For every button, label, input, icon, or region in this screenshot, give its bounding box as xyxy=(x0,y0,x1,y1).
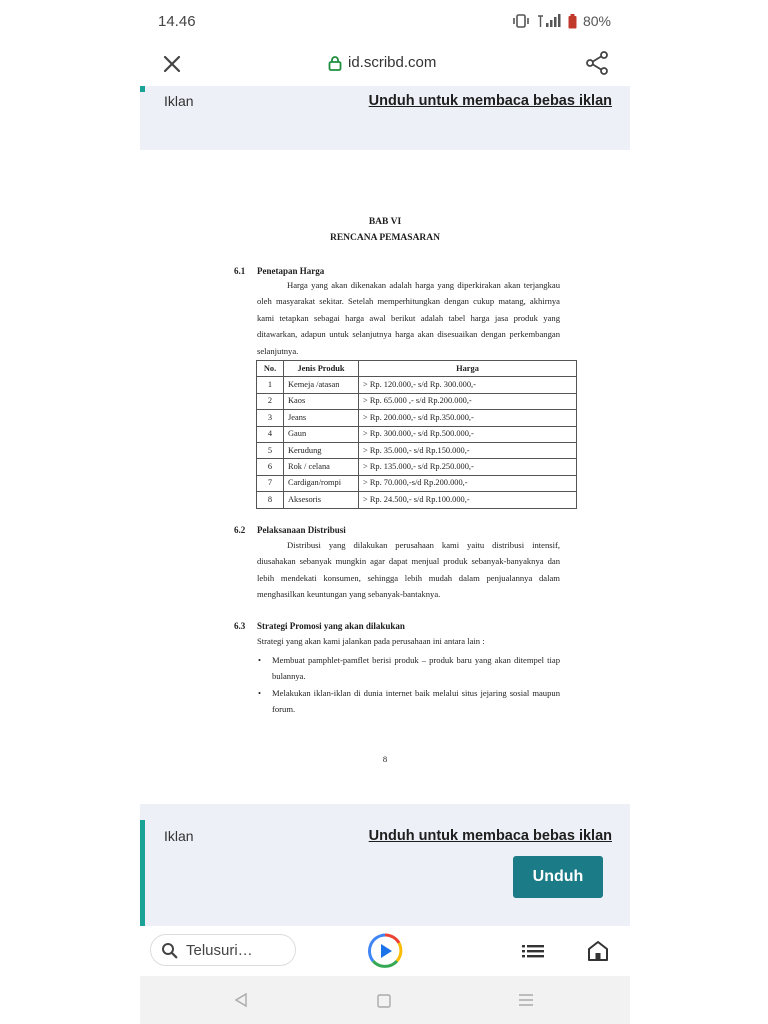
vibrate-icon xyxy=(512,14,530,28)
share-button[interactable] xyxy=(584,50,610,76)
bullet-list xyxy=(257,652,560,718)
table-cell: > Rp. 200.000,- s/d Rp.350.000,- xyxy=(359,410,577,426)
section-paragraph: Harga yang akan dikenakan adalah harga yang diperkirakan akan terjangkau oleh masyarakat sekitar. Setelah memperhitungkan dengan cukup matang, akhirnya kami tetapkan sebagai harga awal berikut adalah tabel harga jasa produk yang ditawarkan, adapun untuk selanjutnya harga akan disesuaikan dengan perkembangan selanjutnya. xyxy=(257,280,560,356)
table-cell: Cardigan/rompi xyxy=(284,475,359,491)
section-number: 6.2 xyxy=(234,525,246,535)
section-number: 6.1 xyxy=(234,266,246,276)
table-cell: > Rp. 24.500,- s/d Rp.100.000,- xyxy=(359,492,577,508)
table-cell: Gaun xyxy=(284,426,359,442)
signal-icon xyxy=(536,14,562,28)
download-button[interactable]: Unduh xyxy=(513,856,603,898)
search-input[interactable] xyxy=(150,934,296,966)
system-nav-bar xyxy=(140,976,630,1024)
table-row xyxy=(257,377,577,393)
status-icons xyxy=(512,13,611,29)
chapter-heading: BAB VI xyxy=(368,217,402,227)
table-cell: Aksesoris xyxy=(284,492,359,508)
recents-icon xyxy=(518,993,534,1007)
status-time: 14.46 xyxy=(158,13,196,30)
section-title: Penetapan Harga xyxy=(257,266,325,276)
ad-free-link[interactable]: Unduh untuk membaca bebas iklan xyxy=(368,828,612,844)
page-number: 8 xyxy=(382,754,388,764)
lock-icon xyxy=(328,55,342,71)
table-cell: 2 xyxy=(257,393,284,409)
section-title: Strategi Promosi yang akan dilakukan xyxy=(257,621,405,631)
ad-banner-bottom xyxy=(140,804,630,926)
search-placeholder: Telusuri… xyxy=(186,941,253,959)
column-header: Harga xyxy=(359,361,577,377)
ad-free-link[interactable]: Unduh untuk membaca bebas iklan xyxy=(368,93,612,109)
document-page xyxy=(140,150,630,804)
table-row xyxy=(257,459,577,475)
ad-accent-bar xyxy=(140,820,145,926)
table-cell: 1 xyxy=(257,377,284,393)
square-icon xyxy=(377,994,391,1008)
ad-banner-top xyxy=(140,86,630,150)
battery-level: 80% xyxy=(582,13,611,29)
column-header: Jenis Produk xyxy=(284,361,359,377)
ad-label: Iklan xyxy=(164,828,194,844)
table-row xyxy=(257,410,577,426)
list-item: • Membuat pamphlet-pamflet berisi produk – produk baru yang akan ditempel tiap bulannya. xyxy=(257,652,560,685)
nav-home-button[interactable] xyxy=(377,994,391,1013)
section-number: 6.3 xyxy=(234,621,246,631)
price-table xyxy=(256,360,577,509)
share-icon xyxy=(584,50,610,76)
table-cell: > Rp. 300.000,- s/d Rp.500.000,- xyxy=(359,426,577,442)
column-header: No. xyxy=(257,361,284,377)
home-button[interactable] xyxy=(585,938,611,964)
section-paragraph: Distribusi yang dilakukan perusahaan kami yaitu distribusi intensif, diusahakan sebanyak mungkin agar dapat menjual produk sebanyak-banyaknya dan lebih mendekati konsumen, sehingga lebih mudah dalam penjualannya dalam menghasilkan keuntungan yang sebanyak-bantaknya. xyxy=(257,540,560,600)
table-cell: > Rp. 120.000,- s/d Rp. 300.000,- xyxy=(359,377,577,393)
table-row xyxy=(257,492,577,508)
list-item: • Melakukan iklan-iklan di dunia internet baik melalui situs jejaring sosial maupun forum. xyxy=(257,685,560,718)
table-row xyxy=(257,426,577,442)
url-text: id.scribd.com xyxy=(348,54,437,71)
list-icon xyxy=(520,940,546,962)
ad-label: Iklan xyxy=(164,93,194,109)
media-play-button[interactable] xyxy=(367,933,403,969)
table-row xyxy=(257,393,577,409)
table-cell: > Rp. 135.000,- s/d Rp.250.000,- xyxy=(359,459,577,475)
table-row xyxy=(257,442,577,458)
section-title: Pelaksanaan Distribusi xyxy=(257,525,346,535)
section-paragraph: Strategi yang akan kami jalankan pada perusahaan ini antara lain : xyxy=(257,636,485,646)
content-frame xyxy=(140,86,630,926)
table-cell: > Rp. 70.000,-s/d Rp.200.000,- xyxy=(359,475,577,491)
table-cell: Kaos xyxy=(284,393,359,409)
tabs-list-button[interactable] xyxy=(520,940,546,962)
table-cell: 3 xyxy=(257,410,284,426)
search-icon xyxy=(161,942,178,959)
table-cell: Kerudung xyxy=(284,442,359,458)
back-triangle-icon xyxy=(233,992,249,1008)
close-icon xyxy=(160,52,184,76)
table-cell: 6 xyxy=(257,459,284,475)
table-header-row xyxy=(257,361,577,377)
table-cell: 4 xyxy=(257,426,284,442)
nav-recents-button[interactable] xyxy=(518,993,534,1012)
table-cell: Jeans xyxy=(284,410,359,426)
browser-bottom-bar xyxy=(140,926,630,976)
ad-accent-bar xyxy=(140,86,145,92)
table-cell: 8 xyxy=(257,492,284,508)
browser-top-bar xyxy=(140,40,630,86)
url-display[interactable] xyxy=(328,54,436,71)
home-icon xyxy=(585,938,611,964)
table-cell: 7 xyxy=(257,475,284,491)
table-row xyxy=(257,475,577,491)
close-button[interactable] xyxy=(160,52,184,76)
battery-icon xyxy=(568,14,577,29)
nav-back-button[interactable] xyxy=(233,992,249,1013)
chapter-title: RENCANA PEMASARAN xyxy=(329,233,441,243)
table-cell: Kemeja /atasan xyxy=(284,377,359,393)
table-cell: > Rp. 35.000,- s/d Rp.150.000,- xyxy=(359,442,577,458)
play-icon xyxy=(367,933,403,969)
table-cell: 5 xyxy=(257,442,284,458)
table-cell: Rok / celana xyxy=(284,459,359,475)
table-cell: > Rp. 65.000 ,- s/d Rp.200.000,- xyxy=(359,393,577,409)
